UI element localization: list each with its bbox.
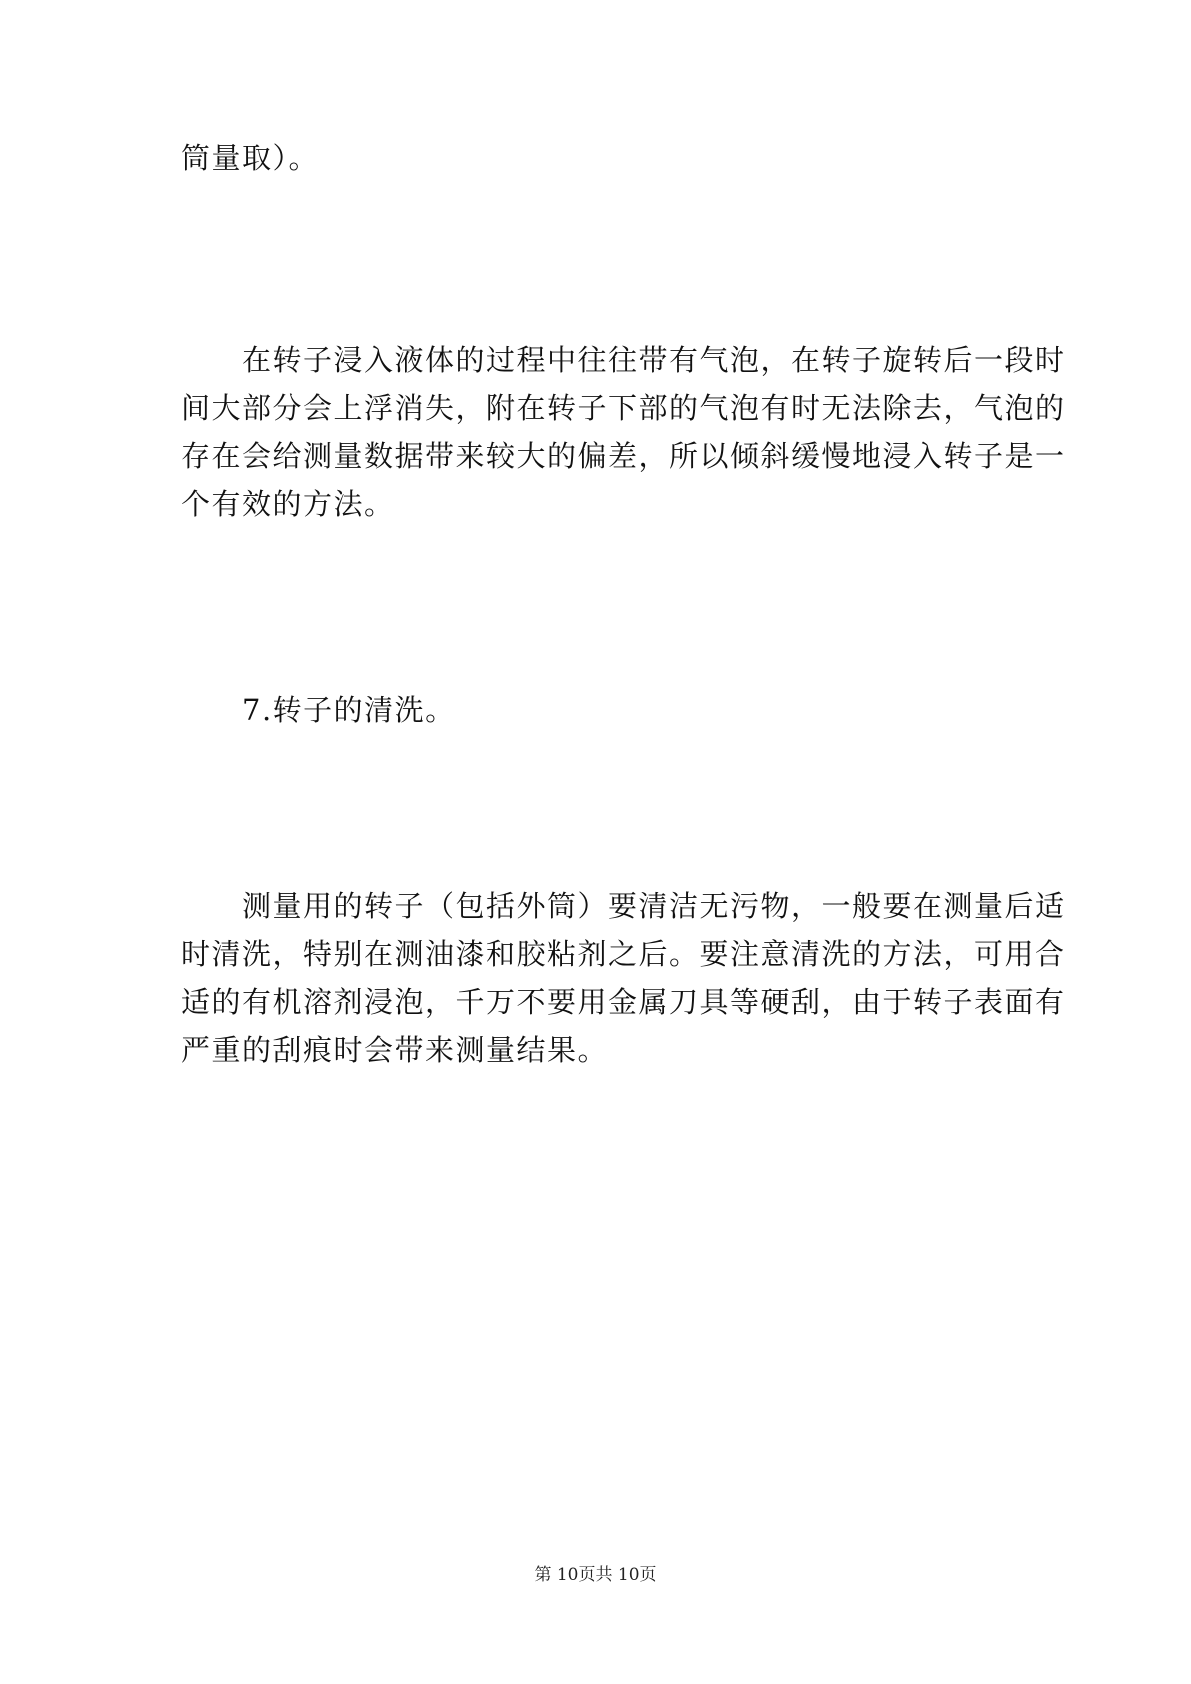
page-number-footer: 第 10页共 10页 (534, 1565, 657, 1585)
section-heading (181, 686, 1011, 734)
paragraph-cleaning (181, 882, 1066, 1074)
heading-text: 7.转子的清洗。 (181, 693, 456, 727)
continuation-text (181, 134, 1011, 182)
text-line: 适的有机溶剂浸泡，千万不要用金属刀具等硬刮，由于转子表面有 (181, 985, 1066, 1019)
text-line: 在转子浸入液体的过程中往往带有气泡，在转子旋转后一段时 (181, 343, 1066, 377)
text-line: 时清洗，特别在测油漆和胶粘剂之后。要注意清洗的方法，可用合 (181, 937, 1066, 971)
text-line: 间大部分会上浮消失，附在转子下部的气泡有时无法除去，气泡的 (181, 391, 1066, 425)
text-line: 测量用的转子（包括外筒）要清洁无污物，一般要在测量后适 (181, 889, 1066, 923)
text-line: 存在会给测量数据带来较大的偏差，所以倾斜缓慢地浸入转子是一 (181, 439, 1066, 473)
text-line: 严重的刮痕时会带来测量结果。 (181, 1033, 609, 1067)
text-line: 个有效的方法。 (181, 487, 395, 521)
text-line: 筒量取）。 (181, 141, 320, 175)
paragraph-bubbles (181, 336, 1066, 528)
